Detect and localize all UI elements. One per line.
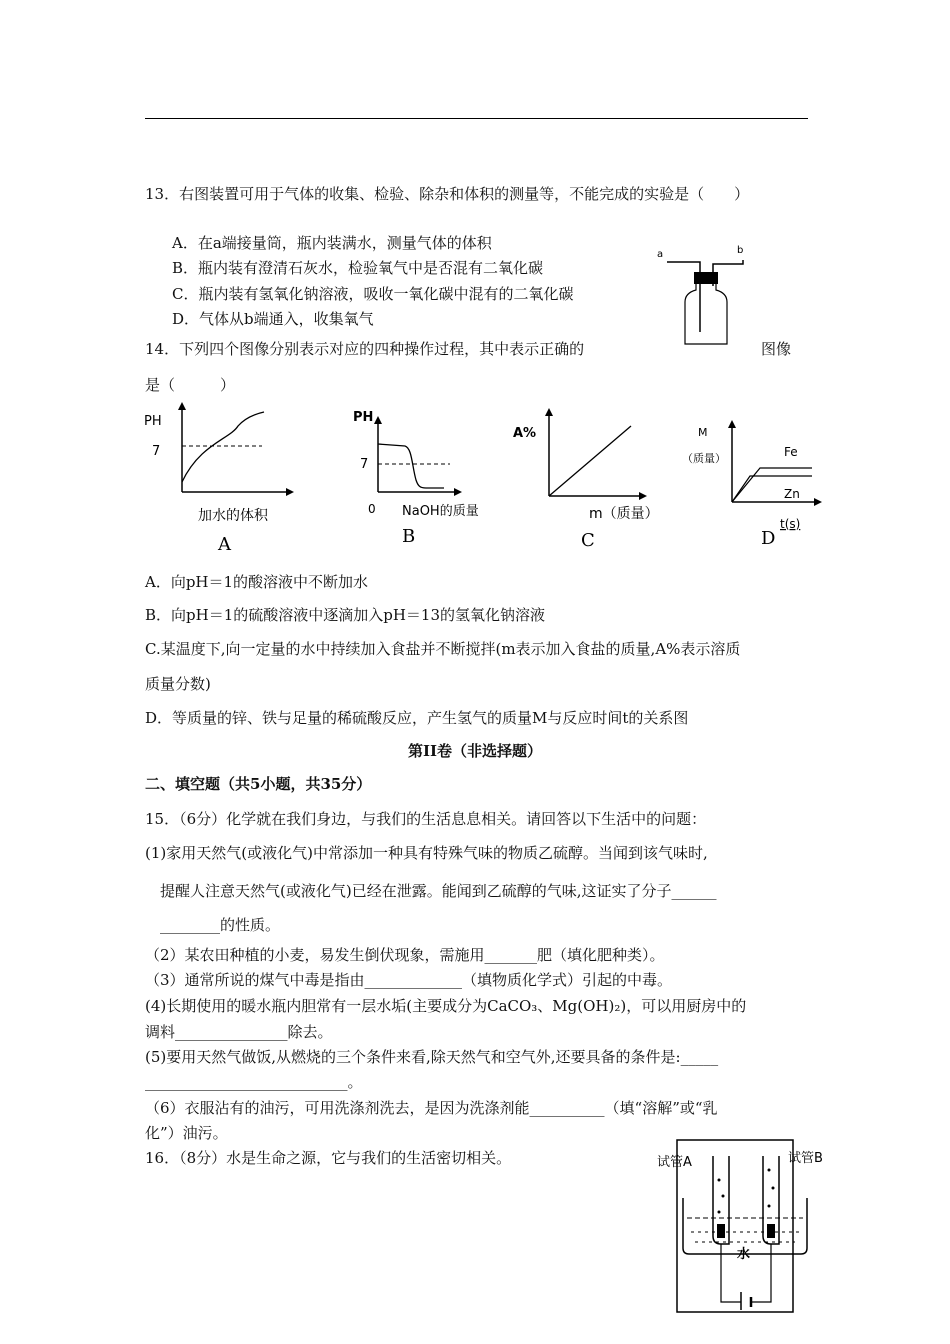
graph-d-series-fe-line bbox=[732, 476, 812, 502]
section2-title: 二、填空题（共5小题，共35分） bbox=[145, 775, 372, 793]
electrolysis-figure bbox=[655, 1140, 835, 1316]
graph-d bbox=[680, 404, 830, 554]
q13-option-c: C．瓶内装有氢氧化钠溶液，吸收一氧化碳中混有的二氧化碳 bbox=[172, 285, 574, 303]
q14-stem-line2: 是（ ） bbox=[145, 376, 236, 394]
graph-c-xlabel: m（质量） bbox=[589, 506, 659, 522]
q14-option-c-cont: 质量分数) bbox=[145, 675, 211, 693]
q14-option-a: A．向pH＝1的酸溶液中不断加水 bbox=[145, 573, 369, 591]
q13-option-b: B．瓶内装有澄清石灰水，检验氧气中是否混有二氧化碳 bbox=[172, 259, 544, 277]
graph-b-letter: B bbox=[402, 526, 416, 547]
graph-b-origin: 0 bbox=[368, 502, 376, 516]
q15-p4-line2: 调料_______________除去。 bbox=[145, 1023, 333, 1041]
q14-stem-tail: 图像 bbox=[761, 340, 792, 358]
graph-a bbox=[140, 404, 300, 554]
figure-label-b: b bbox=[737, 245, 744, 256]
q15-p5-line2: ___________________________。 bbox=[145, 1073, 363, 1091]
bubble bbox=[772, 1187, 775, 1190]
graph-a-ref-label: 7 bbox=[152, 444, 161, 459]
graph-b-ref-label: 7 bbox=[360, 457, 369, 472]
graph-a-x-arrow bbox=[286, 488, 294, 496]
graph-d-series1-label: Fe bbox=[784, 445, 798, 459]
header-rule bbox=[145, 118, 808, 119]
graph-d-ylabel2: （质量） bbox=[682, 452, 726, 465]
bubble bbox=[768, 1205, 771, 1208]
graph-c-y-arrow bbox=[545, 408, 553, 416]
q15-p1-line3: ________的性质。 bbox=[160, 916, 281, 934]
graph-b-y-arrow bbox=[374, 416, 382, 424]
graph-d-xlabel: t(s) bbox=[780, 517, 801, 531]
bottle-body bbox=[685, 284, 727, 344]
q15-p1-line1: (1)家用天然气(或液化气)中常添加一种具有特殊气味的物质乙硫醇。当闻到该气味时, bbox=[145, 844, 708, 862]
q15-stem: 15．（6分）化学就在我们身边，与我们的生活息息相关。请回答以下生活中的问题： bbox=[145, 810, 707, 828]
bottle-stopper bbox=[694, 272, 718, 284]
part2-title: 第II卷（非选择题） bbox=[407, 742, 543, 760]
graph-c-x-arrow bbox=[639, 492, 647, 500]
q14-stem: 14．下列四个图像分别表示对应的四种操作过程，其中表示正确的 bbox=[145, 340, 585, 358]
water-label: 水 bbox=[737, 1247, 751, 1262]
graph-b-xlabel: NaOH的质量 bbox=[402, 504, 479, 519]
figure-label-a: a bbox=[657, 249, 664, 260]
figure-frame bbox=[677, 1140, 793, 1312]
q13-option-a: A．在a端接量筒，瓶内装满水，测量气体的体积 bbox=[172, 234, 492, 252]
bubble bbox=[718, 1179, 721, 1182]
water-trough bbox=[683, 1198, 807, 1254]
wire-right bbox=[751, 1244, 771, 1302]
q15-p2: （2）某农田种植的小麦，易发生倒伏现象，需施用_______肥（填化肥种类）。 bbox=[145, 946, 665, 964]
graph-d-letter: D bbox=[761, 528, 776, 549]
graph-c-ylabel: A% bbox=[513, 426, 537, 441]
graph-d-y-arrow bbox=[728, 420, 736, 428]
q16-stem: 16．（8分）水是生命之源，它与我们的生活密切相关。 bbox=[145, 1149, 512, 1167]
q15-p4-line1: (4)长期使用的暖水瓶内胆常有一层水垢(主要成分为CaCO₃、Mg(OH)₂)，可以用厨房中的 bbox=[145, 997, 747, 1015]
graph-c-line bbox=[549, 426, 631, 496]
q14-option-c: C.某温度下,向一定量的水中持续加入食盐并不断搅拌(m表示加入食盐的质量,A%表示溶质 bbox=[145, 640, 741, 658]
electrode-a bbox=[717, 1224, 725, 1238]
graph-a-y-arrow bbox=[178, 402, 186, 410]
graph-b-ylabel: PH bbox=[353, 410, 374, 425]
graph-b bbox=[350, 404, 510, 554]
graph-d-x-arrow bbox=[814, 498, 822, 506]
bubble bbox=[768, 1169, 771, 1172]
q14-option-b: B．向pH＝1的硫酸溶液中逐滴加入pH＝13的氢氧化钠溶液 bbox=[145, 606, 546, 624]
graph-a-letter: A bbox=[218, 534, 231, 555]
tube-a-label: 试管A bbox=[657, 1155, 692, 1170]
graph-d-ylabel: M bbox=[698, 426, 708, 439]
graph-b-x-arrow bbox=[454, 488, 462, 496]
electrode-b bbox=[767, 1224, 775, 1238]
graph-c bbox=[505, 404, 665, 554]
gas-bottle-figure bbox=[655, 240, 755, 345]
q15-p6-line1: （6）衣服沾有的油污，可用洗涤剂洗去，是因为洗涤剂能__________（填“溶解”或“乳 bbox=[145, 1099, 718, 1117]
graph-b-curve bbox=[378, 444, 444, 488]
tube-b-label: 试管B bbox=[788, 1151, 823, 1166]
graph-c-letter: C bbox=[581, 530, 595, 551]
bubble bbox=[722, 1195, 725, 1198]
q15-p1-line2: 提醒人注意天然气(或液化气)已经在泄露。能闻到乙硫醇的气味,这证实了分子______ bbox=[160, 882, 717, 900]
q15-p5-line1: (5)要用天然气做饭,从燃烧的三个条件来看,除天然气和空气外,还要具备的条件是:_____ bbox=[145, 1048, 719, 1066]
q14-option-d: D．等质量的锌、铁与足量的稀硫酸反应，产生氢气的质量M与反应时间t的关系图 bbox=[145, 709, 689, 727]
graph-d-series2-label: Zn bbox=[784, 487, 800, 501]
bubble bbox=[718, 1211, 721, 1214]
graph-a-curve bbox=[182, 412, 264, 482]
q15-p6-line2: 化”）油污。 bbox=[145, 1124, 228, 1142]
graph-a-xlabel: 加水的体积 bbox=[198, 508, 268, 524]
q15-p3: （3）通常所说的煤气中毒是指由_____________（填物质化学式）引起的中毒。 bbox=[145, 971, 673, 989]
q13-stem: 13．右图装置可用于气体的收集、检验、除杂和体积的测量等，不能完成的实验是（ ） bbox=[145, 185, 750, 203]
q13-option-d: D．气体从b端通入，收集氧气 bbox=[172, 310, 374, 328]
graph-a-ylabel: PH bbox=[144, 414, 162, 429]
